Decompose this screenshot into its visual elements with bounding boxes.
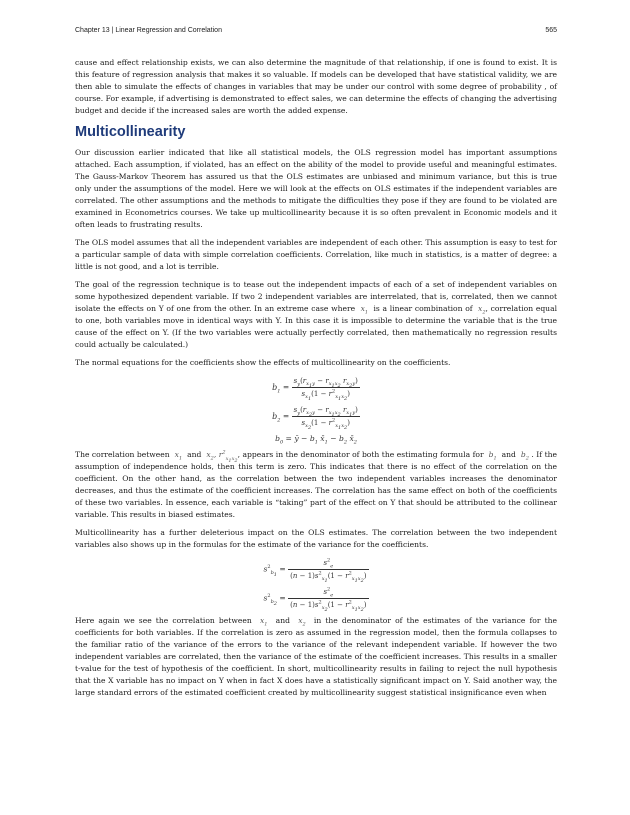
paragraph-goal: The goal of the regression technique is to tease out the independent impacts of each of a set of independent variables on some hypothesized dependent variable. If two 2 independent variables are interrelated, that is, correlated, then we cannot isolate the effects on Y of one from the other. In an extreme case where $x_1$ is a linear combination of $x_2$, correlation equal to one, both variables move in identical ways with Y. In this case it is impossible to determine the variable that is the true cause of the effect on Y. (If the two variables were actually perfectly correlated, then mathematically no regression results could actually be calculated.): [75, 280, 558, 349]
section-heading: Multicollinearity: [75, 124, 186, 140]
chapter-title: Chapter 13 | Linear Regression and Correlation: [75, 27, 222, 34]
paragraph-conclusion: Here again we see the correlation between $x_1$ and $x_2$ in the denominator of the estimates of the variance for the coefficients for both variables. If the correlation is zero as assumed in the regression model, then the formula collapses to the familiar ratio of the variance of the errors to the variance of the relevant independent variable. If however the two independent variables are correlated, then the variance of the estimate of the coefficient increases. This results in a smaller t-value for the test of hypothesis of the coefficient. In short, multicollinearity results in failing to reject the null hypothesis that the X variable has no impact on Y when in fact X does have a statistically significant impact on Y. Said another way, the large standard errors of the estimated coefficient created by multicollinearity suggest statistical insignificance even when: [75, 616, 558, 697]
math-x1: $x_1$: [174, 450, 183, 462]
paragraph-independence: The OLS model assumes that all the independent variables are independent of each other. This assumption is easy to test for a particular sample of data with simple correlation coefficients. Correlation, like much in statistics, is a matter of degree: a little is not good, and a lot is terrible.: [75, 238, 557, 271]
math-x2: $x_2$: [298, 616, 306, 628]
equation-var-b1: $s^2_{b_1}$ = $\frac{s^2_e}{(n - 1)s^2_{x_1}(1 - r^2_{x_1x_2})}$: [263, 557, 367, 585]
math-x2-r-squared: $x_2$, $r^2_{x_1x_2}$: [206, 449, 238, 464]
equation-var-b2: $s^2_{b_2}$ = $\frac{s^2_e}{(n - 1)s^2_{x_2}(1 - r^2_{x_1x_2})}$: [263, 586, 367, 614]
page-number: 565: [545, 27, 557, 34]
math-x2: $x_2$: [478, 304, 486, 316]
paragraph-normal-equations: The normal equations for the coefficients show the effects of multicollinearity on the coefficients.: [75, 358, 451, 367]
equation-b2: $b_2$ = $\frac{s_y(r_{x_2y} - r_{x_1x_2} r_{x_1y})}{s_{x_2}(1 - r^2_{x_1x_2})}$: [272, 406, 358, 432]
equation-b1: $b_1$ = $\frac{s_y(r_{x_1y} - r_{x_1x_2} r_{x_2y})}{s_{x_1}(1 - r^2_{x_1x_2})}$: [272, 377, 358, 403]
equation-b0: $b_0$ = ȳ − $b_1$ $x̄_1 - b_2$ $x̄_2$: [275, 434, 357, 446]
page-body: [75, 57, 557, 705]
math-b1: $b_1$: [488, 450, 497, 462]
paragraph-correlation-effect: The correlation between $x_1$ and $x_2$, $r^2_{x_1x_2}$, appears in the denominator of both the estimating formula for $b_1$ and $b_2$ . If the assumption of independence holds, then this term is zero. This indicates that there is no effect of the correlation on the coefficient. On the other hand, as the correlation between the two independent variables increases the denominator decreases, and thus the estimate of the coefficient increases. The correlation has the same effect on both of the coefficients of these two variables. In essence, each variable is “taking” part of the effect on Y that should be attributed to the collinear variable. This results in biased estimates.: [75, 449, 558, 519]
math-x1: $x_1$: [259, 616, 268, 628]
paragraph-variance: Multicollinearity has a further deleterious impact on the OLS estimates. The correlation between the two independent variables also shows up in the formulas for the estimate of the variance for the coefficients.: [75, 528, 557, 549]
intro-paragraph: cause and effect relationship exists, we can also determine the magnitude of that relationship, if one is found to exist. It is this feature of regression analysis that makes it so valuable. If models can be developed that have statistical validity, we are then able to simulate the effects of changes in variables that may be under our control with some degree of probability , of course. For example, if advertising is demonstrated to effect sales, we can determine the effects of changing the advertising budget and decide if the increased sales are worth the added expense.: [75, 58, 557, 115]
running-header: [75, 27, 557, 37]
math-x1: $x_1$: [360, 304, 369, 316]
math-b2: $b_2$: [520, 450, 529, 462]
paragraph-assumptions: Our discussion earlier indicated that like all statistical models, the OLS regression model has important assumptions attached. Each assumption, if violated, has an effect on the ability of the model to provide useful and meaningful estimates. The Gauss-Markov Theorem has assured us that the OLS estimates are unbiased and minimum variance, but this is true only under the assumptions of the model. Here we will look at the effects on OLS estimates if the independent variables are correlated. The other assumptions and the methods to mitigate the difficulties they pose if they are found to be violated are examined in Econometrics courses. We take up multicollinearity because it is so often prevalent in Economic models and it often leads to frustrating results.: [75, 148, 557, 229]
